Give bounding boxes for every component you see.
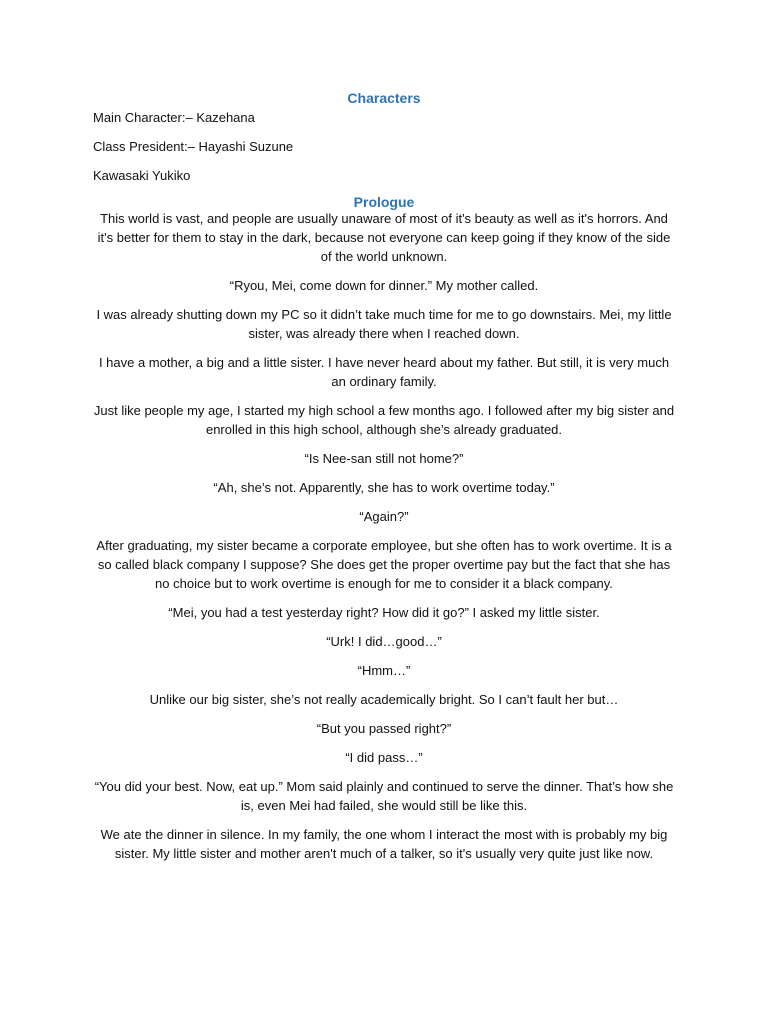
characters-list <box>93 108 675 185</box>
paragraph: “Urk! I did…good…” <box>326 634 442 649</box>
prologue-body <box>93 209 675 863</box>
paragraph: Unlike our big sister, she’s not really academically bright. So I can’t fault her but… <box>149 692 619 707</box>
character-class-president: Class President:– Hayashi Suzune <box>93 139 294 154</box>
paragraph: “I did pass…” <box>345 750 423 765</box>
character-main: Main Character:– Kazehana <box>93 110 255 125</box>
characters-heading: Characters <box>347 90 421 106</box>
paragraph: “Mei, you had a test yesterday right? How did it go?” I asked my little sister. <box>168 605 600 620</box>
paragraph: Just like people my age, I started my high school a few months ago. I followed after my big sister and enrolled in this high school, although she’s already graduated. <box>93 403 675 437</box>
paragraph: After graduating, my sister became a corporate employee, but she often has to work overtime. It is a so called black company I suppose? She does get the proper overtime pay but the fact that she has no choice but to work overtime is enough for me to consider it a black company. <box>96 538 672 591</box>
paragraph: We ate the dinner in silence. In my family, the one whom I interact the most with is probably my big sister. My little sister and mother aren't much of a talker, so it's usually very quite just like now. <box>100 827 668 861</box>
paragraph: “Ah, she’s not. Apparently, she has to work overtime today.” <box>213 480 555 495</box>
document-page <box>93 88 675 873</box>
paragraph: “Hmm…” <box>357 663 411 678</box>
prologue-heading: Prologue <box>353 194 415 210</box>
paragraph: I have a mother, a big and a little sister. I have never heard about my father. But still, it is very much an ordinary family. <box>98 355 670 389</box>
paragraph: “Is Nee-san still not home?” <box>304 451 464 466</box>
character-kawasaki: Kawasaki Yukiko <box>93 168 191 183</box>
paragraph: “You did your best. Now, eat up.” Mom said plainly and continued to serve the dinner. That’s how she is, even Mei had failed, she would still be like this. <box>94 779 674 813</box>
paragraph: “Again?” <box>359 509 409 524</box>
paragraph: “But you passed right?” <box>316 721 452 736</box>
paragraph: I was already shutting down my PC so it didn’t take much time for me to go downstairs. Mei, my little sister, was already there when I reached down. <box>96 307 672 341</box>
paragraph: This world is vast, and people are usually unaware of most of it's beauty as well as it's horrors. And it's better for them to stay in the dark, because not everyone can keep going if they know of the side of the world unknown. <box>97 211 671 264</box>
paragraph: “Ryou, Mei, come down for dinner.” My mother called. <box>229 278 539 293</box>
